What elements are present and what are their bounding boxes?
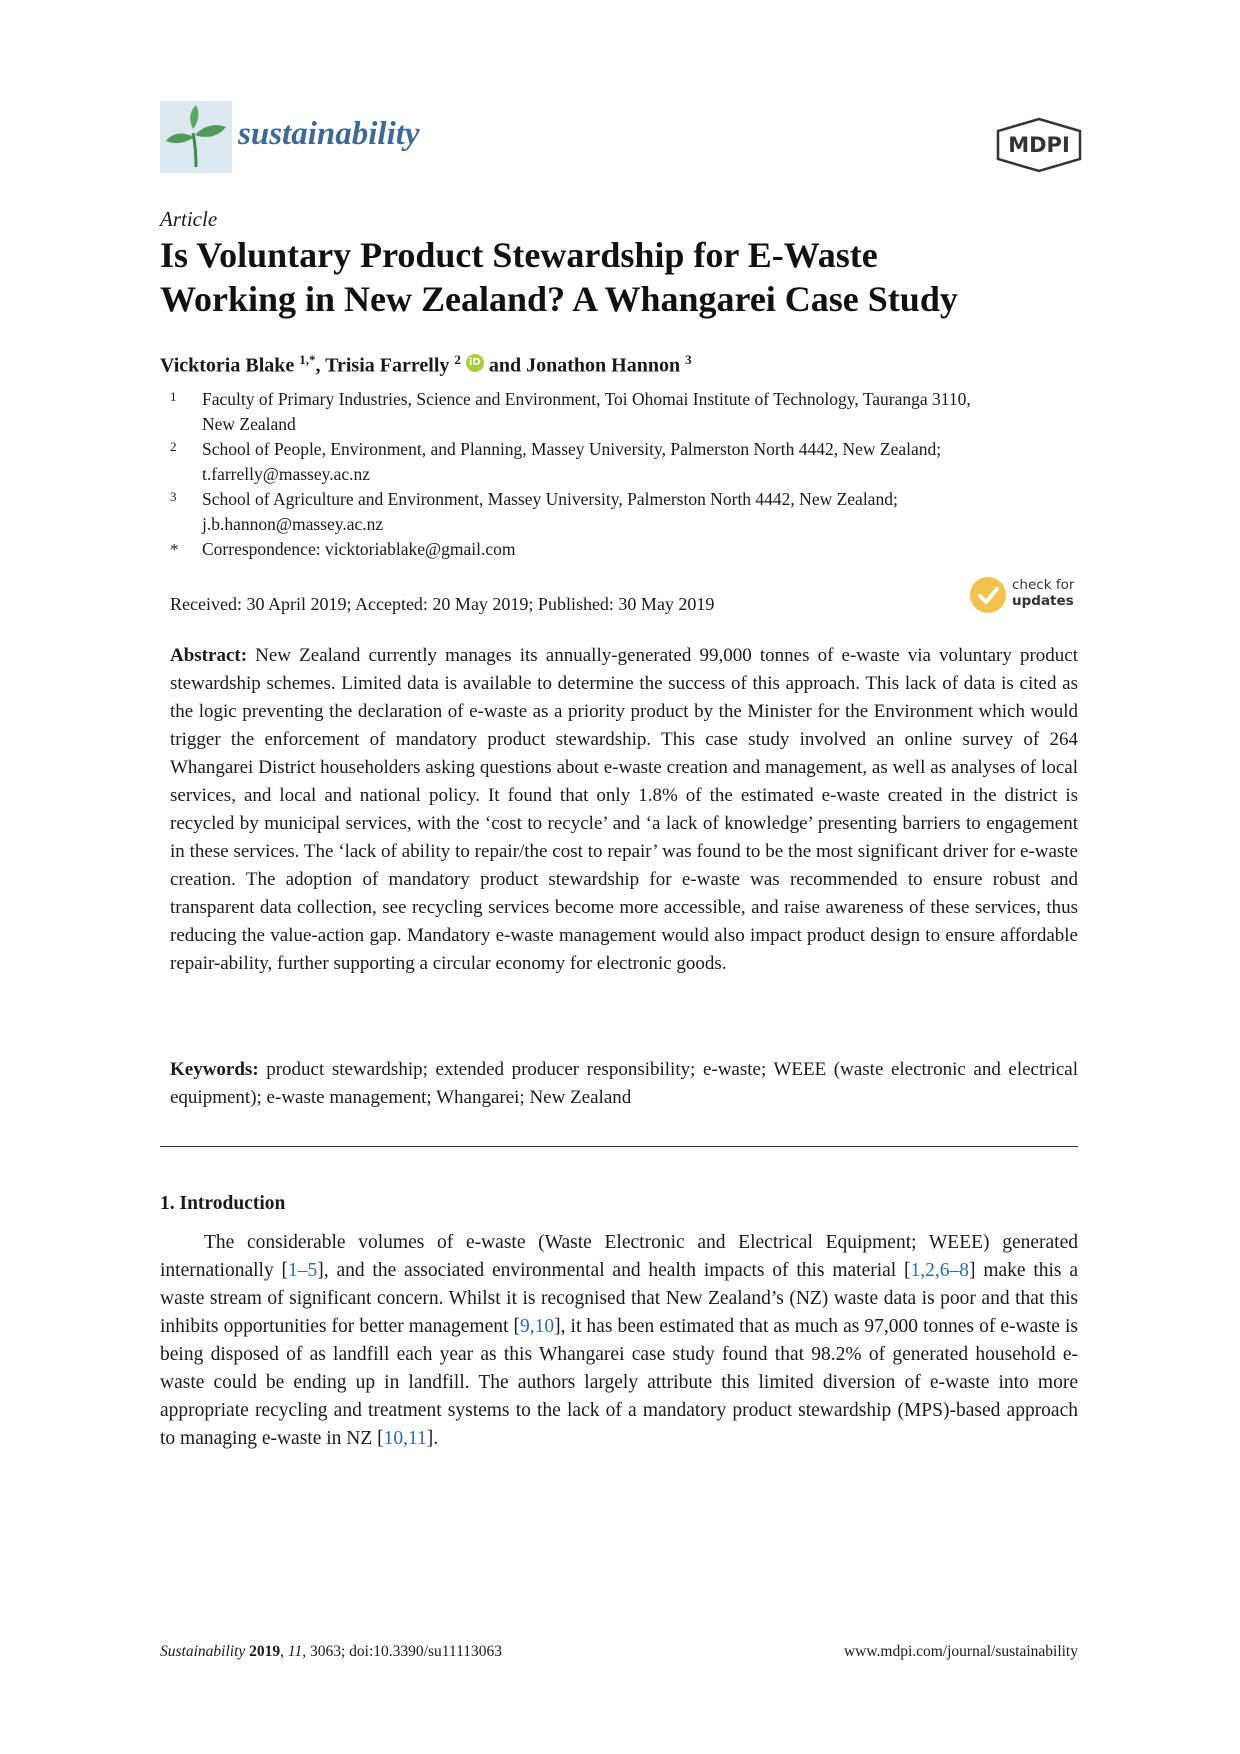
affiliation-item: [170, 437, 1090, 487]
paragraph-text: The considerable volumes of e-waste (Waste Electronic and Electrical Equipment; WEEE) generated internationally [: [160, 1232, 1078, 1281]
article-type: Article: [160, 207, 218, 231]
affiliation-mark: 3: [170, 489, 177, 504]
affiliation-email[interactable]: j.b.hannon@massey.ac.nz: [202, 514, 384, 534]
author-list: [160, 352, 692, 378]
footer-citation: [160, 1643, 502, 1661]
title-line-2: Working in New Zealand? A Whangarei Case Study: [160, 279, 958, 319]
author-name: Trisia Farrelly: [325, 354, 450, 377]
affiliation-mark: 1: [170, 389, 177, 404]
correspondence-text[interactable]: Correspondence: vicktoriablake@gmail.com: [202, 539, 516, 559]
plant-sprout-logo-icon: [160, 101, 232, 173]
correspondence-item: [170, 537, 1090, 562]
mdpi-logo[interactable]: [992, 117, 1086, 173]
paragraph-text: ] make this a waste stream of significant concern. Whilst it is recognised that New Zealand’s (NZ) waste data is poor and that this inhibits opportunities for better management [: [160, 1260, 1078, 1337]
abstract-text: New Zealand currently manages its annually-generated 99,000 tonnes of e-waste via voluntary product stewardship schemes. Limited data is available to determine the success of this approach. This lack of data is cited as the logic preventing the declaration of e-waste as a priority product by the Minister for the Environment which would trigger the enforcement of mandatory product stewardship. This case study involved an online survey of 264 Whangarei District householders asking questions about e-waste creation and management, as well as analyses of local services, and local and national policy. It found that only 1.8% of the estimated e-waste created in the district is recycled by municipal services, with the ‘cost to recycle’ and ‘a lack of knowledge’ presenting barriers to engagement in these services. The ‘lack of ability to repair/the cost to repair’ was found to be the most significant driver for e-waste creation. The adoption of mandatory product stewardship for e-waste was recommended to ensure robust and transparent data collection, see recycling services become more accessible, and raise awareness of these services, thus reducing the value-action gap. Mandatory e-waste management would also impact product design to ensure affordable repair-ability, further supporting a circular economy for electronic goods.: [170, 645, 1078, 974]
affiliation-text: School of People, Environment, and Planning, Massey University, Palmerston North 4442, New Zealand;: [202, 439, 942, 459]
abstract-label: Abstract:: [170, 645, 248, 666]
keywords-label: Keywords:: [170, 1059, 259, 1080]
check-updates-line-2: updates: [1012, 593, 1074, 609]
footer-doi[interactable]: , 3063; doi:10.3390/su11113063: [302, 1643, 503, 1660]
paragraph-text: ], and the associated environmental and health impacts of this material [: [317, 1260, 911, 1281]
section-heading: 1. Introduction: [160, 1193, 286, 1214]
check-circle-icon: [970, 577, 1006, 613]
citation-link[interactable]: 1–5: [288, 1260, 318, 1281]
affiliation-item: [170, 387, 1090, 437]
citation-link[interactable]: 10,11: [383, 1428, 427, 1449]
author-separator: ,: [315, 354, 321, 377]
paragraph-text: ].: [426, 1428, 439, 1449]
correspondence-mark: *: [170, 540, 179, 559]
footer-journal: Sustainability: [160, 1643, 246, 1660]
checkmark-icon: [970, 577, 1006, 613]
footer-separator: ,: [280, 1643, 284, 1660]
affiliation-text: Faculty of Primary Industries, Science and Environment, Toi Ohomai Institute of Technology, Tauranga 3110,: [202, 389, 971, 409]
affiliation-email[interactable]: t.farrelly@massey.ac.nz: [202, 464, 371, 484]
journal-name[interactable]: sustainability: [238, 116, 420, 152]
footer-year: 2019: [249, 1643, 281, 1660]
check-updates-line-1: check for: [1012, 577, 1075, 593]
author-name: Jonathon Hannon: [526, 354, 681, 377]
author-affiliation-mark[interactable]: 2: [454, 352, 461, 367]
check-updates-label: [1012, 577, 1074, 609]
abstract: [170, 642, 1078, 978]
publisher-name: MDPI: [1008, 133, 1070, 157]
mdpi-hexagon-logo-icon: [992, 117, 1086, 173]
author-affiliation-mark[interactable]: 1,*: [299, 352, 316, 367]
section-divider: [160, 1146, 1078, 1147]
citation-link[interactable]: 9,10: [519, 1316, 555, 1337]
publication-dates: Received: 30 April 2019; Accepted: 20 May 2019; Published: 30 May 2019: [170, 594, 715, 614]
affiliation-mark: 2: [170, 439, 177, 454]
keywords: [170, 1056, 1078, 1112]
title-line-1: Is Voluntary Product Stewardship for E-Waste: [160, 235, 878, 275]
affiliation-text: New Zealand: [202, 414, 296, 434]
citation-link[interactable]: 1,2,6–8: [910, 1260, 970, 1281]
affiliation-list: [170, 387, 1090, 562]
author-affiliation-mark[interactable]: 3: [685, 352, 692, 367]
keywords-text: product stewardship; extended producer responsibility; e-waste; WEEE (waste electronic and electrical equipment); e-waste management; Whangarei; New Zealand: [170, 1059, 1079, 1108]
author-separator: and: [488, 354, 522, 377]
introduction-paragraph: [160, 1229, 1078, 1453]
footer-journal-url[interactable]: www.mdpi.com/journal/sustainability: [843, 1643, 1078, 1660]
check-for-updates-button[interactable]: [970, 575, 1088, 615]
article-title: [160, 233, 1120, 321]
journal-logo: [160, 101, 232, 173]
author-name: Vicktoria Blake: [160, 354, 295, 377]
affiliation-text: School of Agriculture and Environment, Massey University, Palmerston North 4442, New Zealand;: [202, 489, 898, 509]
affiliation-item: [170, 487, 1090, 537]
paragraph-text: ], it has been estimated that as much as 97,000 tonnes of e-waste is being disposed of as landfill each year as this Whangarei case study found that 98.2% of generated household e-waste could be ending up in landfill. The authors largely attribute this limited diversion of e-waste into more appropriate recycling and treatment systems to the lack of a mandatory product stewardship (MPS)-based approach to managing e-waste in NZ [: [160, 1316, 1078, 1449]
footer-volume: 11: [287, 1643, 303, 1660]
orcid-icon[interactable]: iD: [466, 354, 484, 372]
